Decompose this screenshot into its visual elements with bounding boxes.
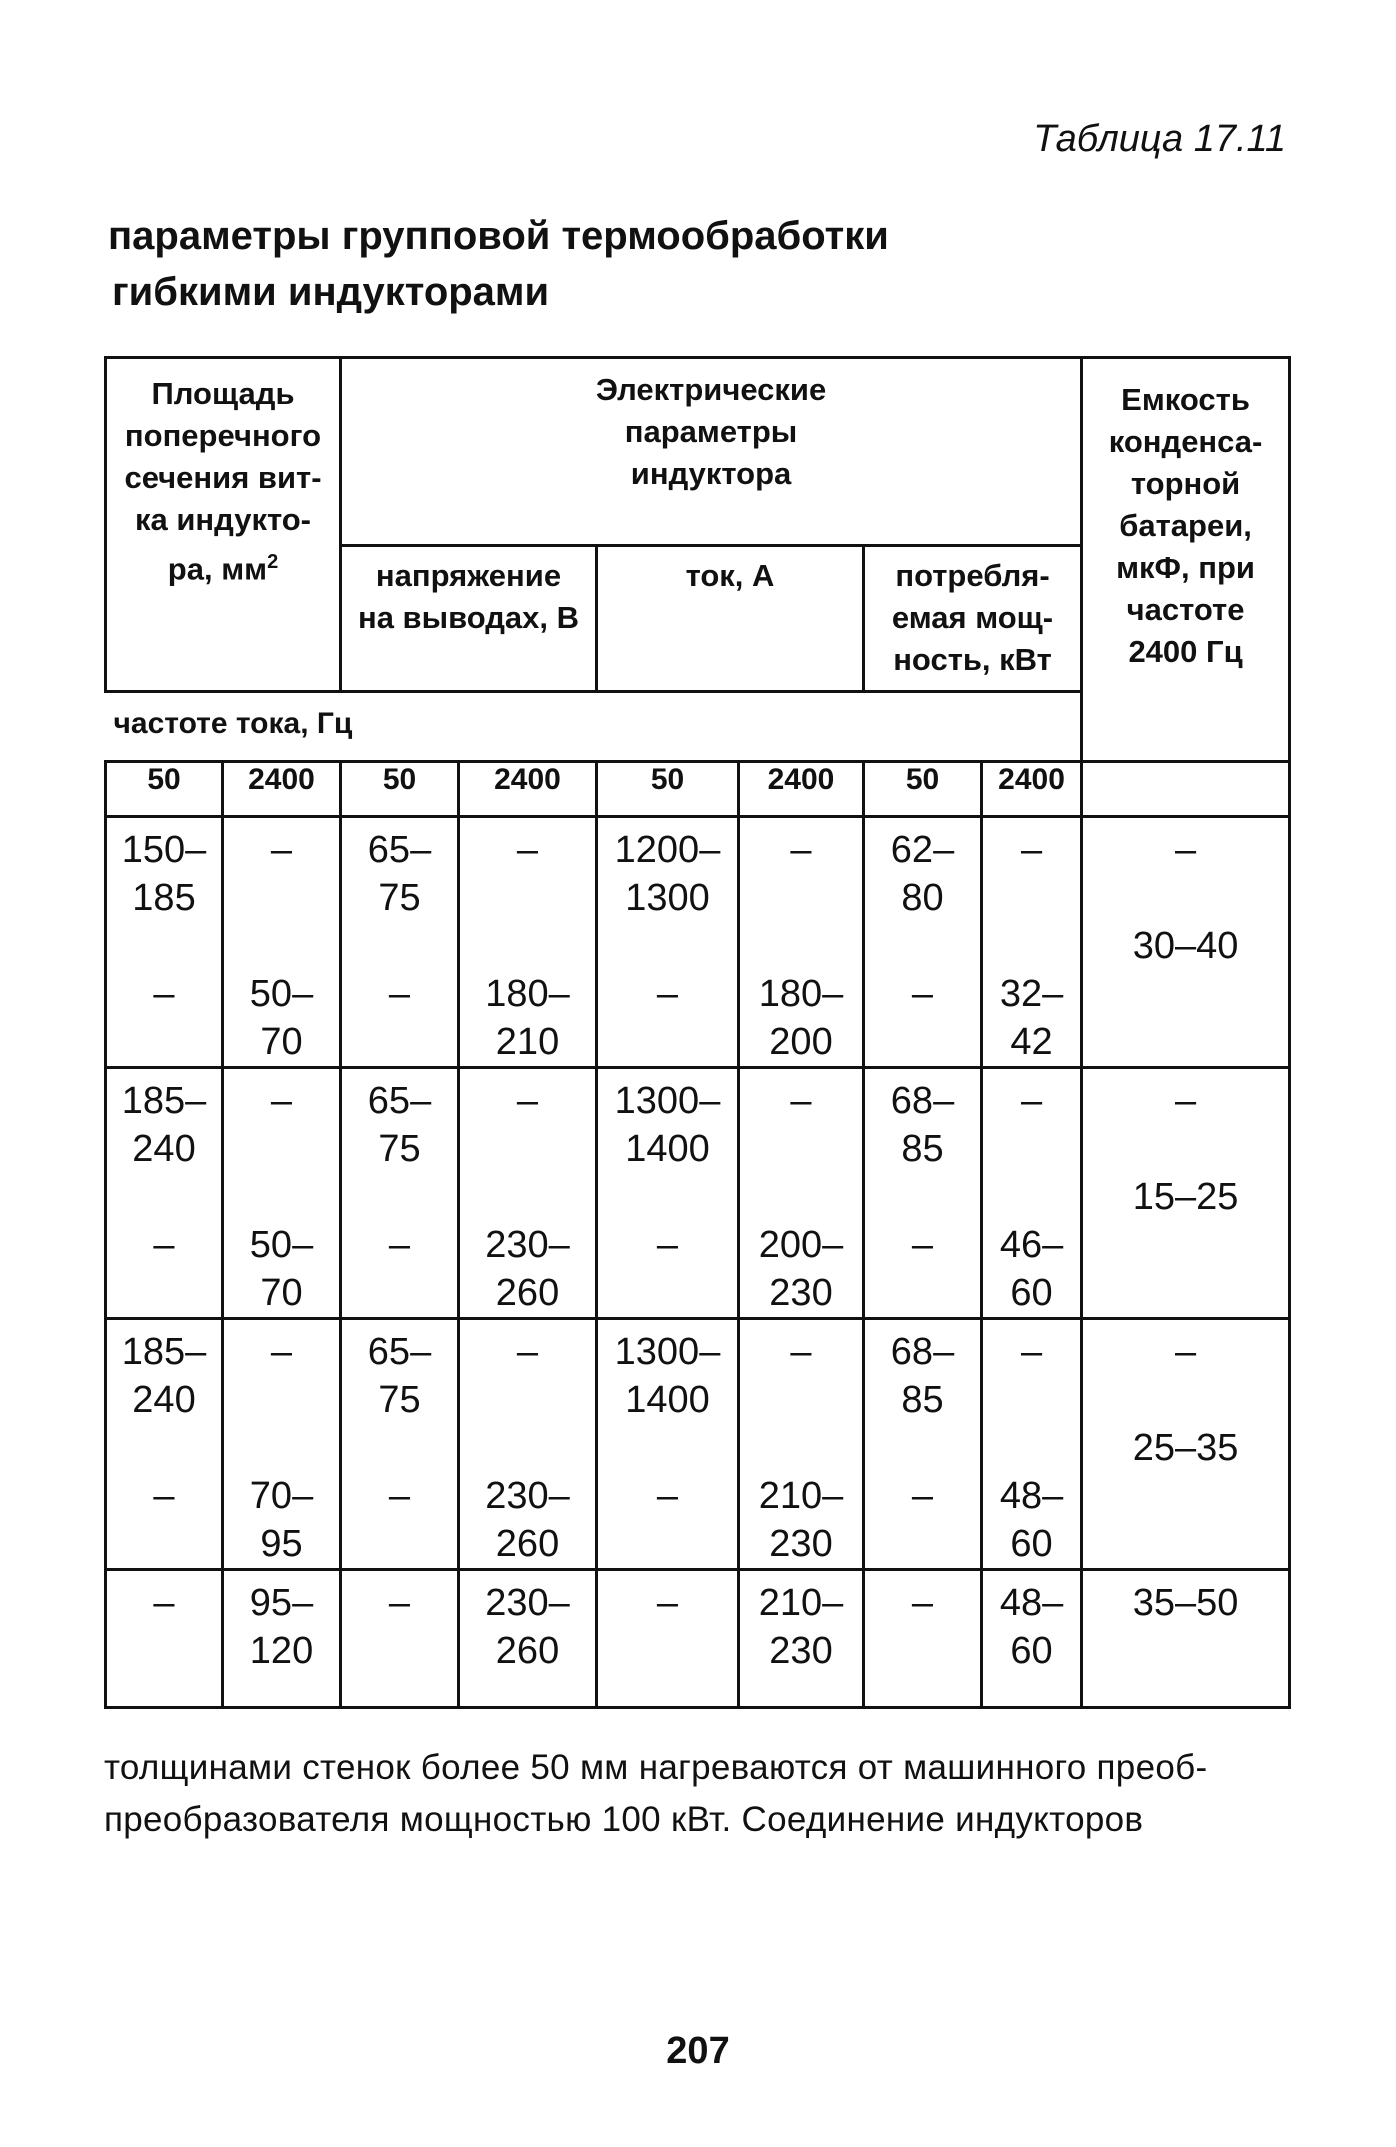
capacity-value: – bbox=[1174, 1331, 1197, 1373]
cell-value: – bbox=[388, 1475, 411, 1517]
cell-value: 85 bbox=[901, 1379, 944, 1421]
header-area-line: Площадь bbox=[151, 376, 295, 411]
frequency-row bbox=[106, 762, 1290, 817]
header-current bbox=[597, 546, 864, 692]
header-current-line: ток, А bbox=[685, 558, 775, 593]
cell-spacer bbox=[740, 922, 862, 970]
cell-value: – bbox=[790, 1080, 812, 1122]
table-cell bbox=[106, 1319, 223, 1570]
header-electrical-line: индуктора bbox=[630, 456, 792, 491]
cell-value: 260 bbox=[495, 1523, 560, 1565]
cell-value: 46– bbox=[999, 1224, 1064, 1266]
cell-value: 62– bbox=[890, 829, 955, 871]
cell-spacer bbox=[865, 922, 980, 970]
table-row bbox=[106, 1570, 1290, 1708]
cell-value: 85 bbox=[901, 1128, 944, 1170]
cell-value: 50– bbox=[249, 973, 314, 1015]
cell-value: 1200– bbox=[614, 829, 721, 871]
cell-value: – bbox=[1020, 1080, 1043, 1122]
cell-spacer bbox=[224, 1125, 339, 1173]
cell-spacer bbox=[224, 874, 339, 922]
cell-value: 60 bbox=[1010, 1523, 1053, 1565]
parameters-table bbox=[104, 356, 1291, 1709]
cell-value: 42 bbox=[1010, 1021, 1053, 1063]
cell-value: 1300– bbox=[614, 1331, 721, 1373]
table-cell bbox=[982, 1319, 1082, 1570]
cell-value: – bbox=[153, 1582, 175, 1624]
frequency-cell: 50 bbox=[864, 762, 982, 817]
table-cell bbox=[739, 1319, 864, 1570]
cell-value: 95 bbox=[260, 1523, 303, 1565]
header-cross-section-area bbox=[106, 358, 341, 692]
table-cell bbox=[597, 1068, 739, 1319]
cell-value: 180– bbox=[485, 973, 570, 1015]
cell-spacer bbox=[740, 1173, 862, 1221]
table-cell bbox=[341, 1319, 459, 1570]
cell-value: 230– bbox=[485, 1224, 570, 1266]
table-cell bbox=[864, 1068, 982, 1319]
frequency-cell: 50 bbox=[597, 762, 739, 817]
cell-spacer bbox=[983, 1173, 1080, 1221]
cell-spacer bbox=[460, 1376, 595, 1424]
cell-value: – bbox=[153, 1224, 175, 1266]
cell-value: 1300– bbox=[614, 1080, 721, 1122]
cell-spacer bbox=[342, 1424, 457, 1472]
cell-value: 80 bbox=[901, 877, 944, 919]
cell-value: 70– bbox=[249, 1475, 314, 1517]
cell-value: 230– bbox=[485, 1582, 570, 1624]
cell-spacer bbox=[107, 1424, 221, 1472]
cell-spacer bbox=[983, 874, 1080, 922]
capacity-cell bbox=[1082, 1319, 1290, 1570]
cell-value: 260 bbox=[495, 1272, 560, 1314]
table-cell bbox=[459, 817, 597, 1068]
frequency-cell: 2400 bbox=[459, 762, 597, 817]
cell-spacer bbox=[865, 1424, 980, 1472]
table-cell bbox=[597, 817, 739, 1068]
cell-spacer bbox=[1083, 874, 1288, 922]
capacity-cell bbox=[1082, 817, 1290, 1068]
table-cell bbox=[223, 817, 341, 1068]
cell-spacer bbox=[983, 922, 1080, 970]
table-row bbox=[106, 1068, 1290, 1319]
cell-spacer bbox=[107, 1173, 221, 1221]
cell-spacer bbox=[865, 1173, 980, 1221]
cell-value: – bbox=[1020, 829, 1043, 871]
table-row bbox=[106, 1319, 1290, 1570]
cell-value: – bbox=[790, 829, 812, 871]
table-cell bbox=[106, 1068, 223, 1319]
body-text-line-2: преобразователя мощностью 100 кВт. Соединение индукторов bbox=[104, 1800, 1144, 1839]
cell-value: 200 bbox=[769, 1021, 833, 1063]
cell-value: – bbox=[911, 1582, 934, 1624]
cell-value: 230 bbox=[769, 1630, 833, 1672]
table-cell bbox=[864, 817, 982, 1068]
cell-spacer bbox=[598, 1173, 737, 1221]
table-cell bbox=[341, 1570, 459, 1708]
cell-value: 60 bbox=[1010, 1272, 1053, 1314]
header-capacity-line: Емкость bbox=[1121, 382, 1250, 417]
cell-value: – bbox=[153, 1475, 175, 1517]
cell-value: – bbox=[516, 829, 539, 871]
cell-value: – bbox=[656, 1224, 679, 1266]
table-cell bbox=[459, 1068, 597, 1319]
cell-value: 32– bbox=[999, 973, 1064, 1015]
header-area-line: сечения вит- bbox=[124, 460, 322, 495]
title-line-1: параметры групповой термообработки bbox=[108, 214, 889, 258]
capacity-cell bbox=[1082, 1570, 1290, 1708]
capacity-value: 25–35 bbox=[1132, 1427, 1239, 1469]
cell-value: 180– bbox=[758, 973, 844, 1015]
cell-value: 65– bbox=[367, 1080, 432, 1122]
cell-value: 65– bbox=[367, 1331, 432, 1373]
cell-value: 185 bbox=[132, 877, 196, 919]
cell-value: – bbox=[656, 1582, 679, 1624]
cell-spacer bbox=[460, 1424, 595, 1472]
table-cell bbox=[982, 817, 1082, 1068]
table-cell bbox=[106, 1570, 223, 1708]
cell-value: 230– bbox=[485, 1475, 570, 1517]
cell-value: – bbox=[270, 829, 293, 871]
capacity-value: 15–25 bbox=[1132, 1176, 1239, 1218]
table-cell bbox=[459, 1570, 597, 1708]
cell-spacer bbox=[224, 922, 339, 970]
cell-spacer bbox=[983, 1376, 1080, 1424]
cell-value: – bbox=[153, 973, 175, 1015]
cell-value: 260 bbox=[495, 1630, 560, 1672]
cell-spacer bbox=[1083, 1125, 1288, 1173]
cell-value: – bbox=[656, 1475, 679, 1517]
cell-spacer bbox=[224, 1173, 339, 1221]
body-text-line-1: толщинами стенок более 50 мм нагреваются от машинного преоб- bbox=[104, 1748, 1208, 1787]
frequency-cell: 50 bbox=[341, 762, 459, 817]
header-capacity-line: торной bbox=[1130, 466, 1241, 501]
cell-value: – bbox=[911, 1224, 934, 1266]
header-power-line: емая мощ- bbox=[891, 600, 1054, 635]
table-cell bbox=[597, 1570, 739, 1708]
page-number: 207 bbox=[666, 2030, 730, 2072]
cell-value: 60 bbox=[1010, 1630, 1053, 1672]
frequency-cell: 2400 bbox=[223, 762, 341, 817]
frequency-cell: 2400 bbox=[982, 762, 1082, 817]
cell-value: 240 bbox=[132, 1128, 196, 1170]
cell-value: 75 bbox=[378, 1379, 421, 1421]
title-line-2: гибкими индукторами bbox=[112, 270, 550, 314]
cell-value: – bbox=[516, 1080, 539, 1122]
cell-value: 48– bbox=[999, 1582, 1064, 1624]
cell-spacer bbox=[598, 922, 737, 970]
cell-value: 210– bbox=[758, 1582, 844, 1624]
cell-value: 150– bbox=[121, 829, 207, 871]
cell-spacer bbox=[983, 1125, 1080, 1173]
table-cell bbox=[739, 1570, 864, 1708]
cell-value: 70 bbox=[260, 1021, 303, 1063]
cell-value: 75 bbox=[378, 877, 421, 919]
cell-value: 210 bbox=[495, 1021, 560, 1063]
capacity-value: 35–50 bbox=[1132, 1582, 1239, 1624]
table-cell bbox=[459, 1319, 597, 1570]
cell-value: – bbox=[388, 1582, 411, 1624]
table-row bbox=[106, 817, 1290, 1068]
cell-value: 210– bbox=[758, 1475, 844, 1517]
header-voltage-line: напряжение bbox=[375, 558, 562, 593]
cell-spacer bbox=[460, 1125, 595, 1173]
header-electrical-line: Электрические bbox=[595, 372, 827, 407]
cell-spacer bbox=[1083, 1376, 1288, 1424]
cell-value: – bbox=[1020, 1331, 1043, 1373]
cell-value: 75 bbox=[378, 1128, 421, 1170]
table-cell bbox=[982, 1570, 1082, 1708]
table-caption: Таблица 17.11 bbox=[1033, 118, 1286, 160]
capacity-value: – bbox=[1174, 1080, 1197, 1122]
cell-value: – bbox=[911, 973, 934, 1015]
capacity-value: 30–40 bbox=[1132, 925, 1239, 967]
header-electrical-params bbox=[341, 358, 1082, 546]
cell-value: – bbox=[911, 1475, 934, 1517]
cell-value: 120 bbox=[249, 1630, 314, 1672]
header-power-line: потребля- bbox=[895, 558, 1050, 593]
table-cell bbox=[106, 817, 223, 1068]
table-cell bbox=[864, 1570, 982, 1708]
cell-value: – bbox=[270, 1331, 293, 1373]
frequency-cell: 2400 bbox=[739, 762, 864, 817]
cell-value: 1400 bbox=[625, 1379, 710, 1421]
cell-value: 185– bbox=[121, 1331, 207, 1373]
cell-spacer bbox=[460, 922, 595, 970]
cell-value: 68– bbox=[890, 1080, 955, 1122]
cell-spacer bbox=[224, 1424, 339, 1472]
header-power bbox=[864, 546, 1082, 692]
body-text bbox=[104, 1742, 1288, 1846]
cell-value: 50– bbox=[249, 1224, 314, 1266]
cell-value: 70 bbox=[260, 1272, 303, 1314]
cell-spacer bbox=[460, 1173, 595, 1221]
cell-spacer bbox=[740, 1376, 862, 1424]
cell-value: 95– bbox=[249, 1582, 314, 1624]
header-area-line: ра, мм bbox=[167, 551, 268, 587]
cell-value: 65– bbox=[367, 829, 432, 871]
superscript-2: 2 bbox=[267, 551, 279, 573]
table-title bbox=[108, 208, 889, 320]
cell-value: – bbox=[516, 1331, 539, 1373]
header-power-line: ность, кВт bbox=[893, 642, 1052, 677]
table-cell bbox=[982, 1068, 1082, 1319]
header-area-line: поперечного bbox=[124, 418, 322, 453]
cell-value: – bbox=[388, 1224, 411, 1266]
table-cell bbox=[223, 1068, 341, 1319]
header-electrical-line: параметры bbox=[624, 414, 798, 449]
header-area-line: ка индукто- bbox=[135, 502, 311, 537]
header-voltage bbox=[341, 546, 597, 692]
cell-value: – bbox=[790, 1331, 812, 1373]
cell-spacer bbox=[983, 1424, 1080, 1472]
table-cell bbox=[864, 1319, 982, 1570]
table-cell bbox=[341, 1068, 459, 1319]
table-cell bbox=[739, 1068, 864, 1319]
cell-value: 68– bbox=[890, 1331, 955, 1373]
header-capacity-line: мкФ, при bbox=[1116, 550, 1255, 585]
cell-value: 230 bbox=[769, 1523, 833, 1565]
table-cell bbox=[597, 1319, 739, 1570]
cell-spacer bbox=[342, 1173, 457, 1221]
header-capacity-line: частоте bbox=[1126, 592, 1245, 627]
cell-value: 48– bbox=[999, 1475, 1064, 1517]
cell-value: – bbox=[270, 1080, 293, 1122]
header-voltage-line: на выводах, В bbox=[357, 600, 580, 635]
cell-value: 240 bbox=[132, 1379, 196, 1421]
cell-value: 1400 bbox=[625, 1128, 710, 1170]
cell-value: – bbox=[388, 973, 411, 1015]
cell-value: 230 bbox=[769, 1272, 833, 1314]
cell-spacer bbox=[598, 1424, 737, 1472]
table-cell bbox=[223, 1319, 341, 1570]
cell-value: 200– bbox=[758, 1224, 844, 1266]
cell-spacer bbox=[342, 922, 457, 970]
frequency-cell: 50 bbox=[106, 762, 223, 817]
cell-spacer bbox=[224, 1376, 339, 1424]
cell-value: – bbox=[656, 973, 679, 1015]
table-cell bbox=[341, 817, 459, 1068]
table-cell bbox=[223, 1570, 341, 1708]
cell-value: 185– bbox=[121, 1080, 207, 1122]
capacity-cell bbox=[1082, 1068, 1290, 1319]
cell-spacer bbox=[740, 1424, 862, 1472]
cell-spacer bbox=[740, 874, 862, 922]
capacity-value: – bbox=[1174, 829, 1197, 871]
table-cell bbox=[739, 817, 864, 1068]
cell-spacer bbox=[107, 922, 221, 970]
cell-spacer bbox=[460, 874, 595, 922]
header-capacity-line: батареи, bbox=[1119, 508, 1252, 543]
cell-value: 1300 bbox=[625, 877, 710, 919]
header-frequency-label: частоте тока, Гц bbox=[106, 692, 1082, 762]
header-capacity-line: конденса- bbox=[1108, 424, 1263, 459]
frequency-cell-capacity-blank bbox=[1082, 762, 1290, 817]
header-capacity-line: 2400 Гц bbox=[1128, 634, 1243, 669]
cell-spacer bbox=[740, 1125, 862, 1173]
header-capacitor-capacity bbox=[1082, 358, 1290, 762]
